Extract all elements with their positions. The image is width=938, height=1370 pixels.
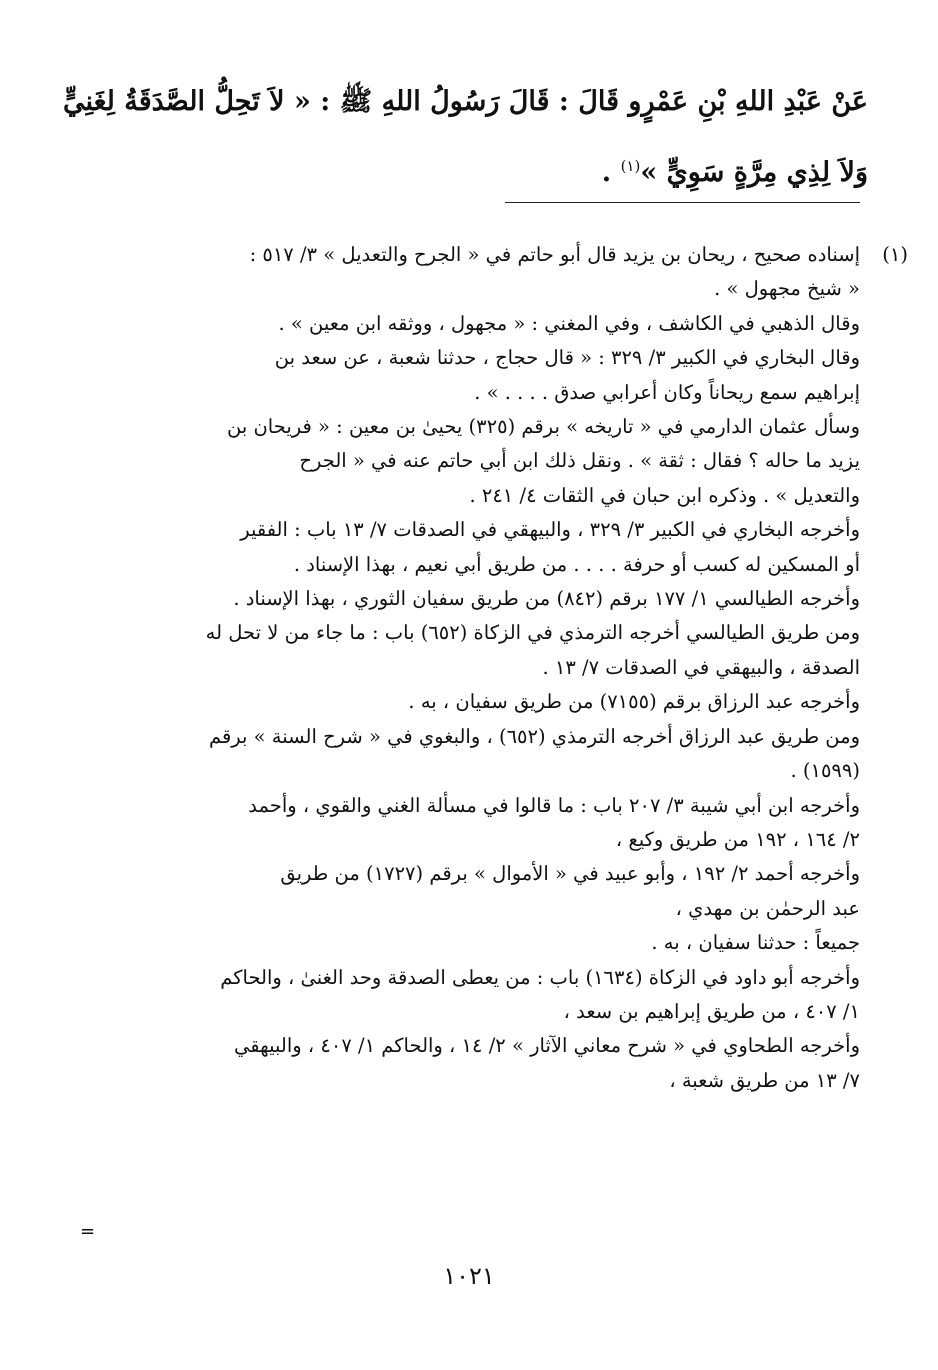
footnote-line: وأخرجه أبو داود في الزكاة (١٦٣٤) باب : من يعطى الصدقة وحد الغنىٰ ، والحاكم	[220, 965, 860, 989]
footnote-line: أو المسكين له كسب أو حرفة . . . . من طريق أبي نعيم ، بهذا الإسناد .	[293, 552, 860, 576]
hadith-line-2	[70, 134, 868, 205]
footnote-line: وأخرجه أحمد ٢/ ١٩٢ ، وأبو عبيد في « الأموال » برقم (١٧٢٧) من طريق	[280, 862, 860, 886]
page-number: ١٠٢١	[443, 1262, 495, 1290]
footnote-line: ٧/ ١٣ من طريق شعبة ،	[669, 1068, 860, 1092]
footnote-line: ١/ ٤٠٧ ، من طريق إبراهيم بن سعد ،	[563, 999, 860, 1023]
hadith-line-2-text: وَلاَ لِذِي مِرَّةٍ سَوِيٍّ »	[640, 157, 868, 188]
footnote-line: وأخرجه البخاري في الكبير ٣/ ٣٢٩ ، والبيهقي في الصدقات ٧/ ١٣ باب : الفقير	[240, 518, 860, 542]
footnote-line: جميعاً : حدثنا سفيان ، به .	[651, 931, 860, 955]
footnote-line: ومن طريق عبد الرزاق أخرجه الترمذي (٦٥٢) ، والبغوي في « شرح السنة » برقم	[208, 724, 860, 748]
footnote-line: وأخرجه عبد الرزاق برقم (٧١٥٥) من طريق سفيان ، به .	[408, 690, 860, 714]
footnote-line: يزيد ما حاله ؟ فقال : ثقة » . ونقل ذلك ابن أبي حاتم عنه في « الجرح	[299, 449, 860, 473]
footnote-line: عبد الرحمٰن بن مهدي ،	[675, 896, 860, 920]
hadith-line-1: عَنْ عَبْدِ اللهِ بْنِ عَمْرٍو قَالَ : قَالَ رَسُولُ اللهِ ﷺ : « لاَ تَحِلُّ الصَّدَقَةُ لِغَنِيٍّ	[62, 86, 868, 117]
hadith-line-2-end: .	[601, 157, 621, 188]
footnote-line: ومن طريق الطيالسي أخرجه الترمذي في الزكاة (٦٥٢) باب : ما جاء من لا تحل له	[205, 621, 860, 645]
footnote-line: وسأل عثمان الدارمي في « تاريخه » برقم (٣٢٥) يحيىٰ بن معين : « فريحان بن	[227, 415, 860, 439]
hadith-text	[62, 70, 868, 205]
footnote-reference: (١)	[620, 157, 641, 175]
footnote-separator	[505, 202, 860, 203]
footnote-line: وقال البخاري في الكبير ٣/ ٣٢٩ : « قال حجاج ، حدثنا شعبة ، عن سعد بن	[274, 346, 860, 370]
footnote-line: والتعديل » . وذكره ابن حبان في الثقات ٤/ ٢٤١ .	[469, 483, 860, 507]
footnote-line	[78, 238, 908, 272]
footnote-line: (١٥٩٩) .	[790, 759, 860, 783]
continuation-mark: =	[80, 1221, 96, 1242]
footnote-line: وأخرجه الطيالسي ١/ ١٧٧ برقم (٨٤٢) من طريق سفيان الثوري ، بهذا الإسناد .	[233, 587, 860, 611]
footnote-line: وأخرجه الطحاوي في « شرح معاني الآثار » ٢/ ١٤ ، والحاكم ١/ ٤٠٧ ، والبيهقي	[234, 1034, 860, 1058]
footnote-line: ٢/ ١٦٤ ، ١٩٢ من طريق وكيع ،	[615, 827, 860, 851]
footnote-line: الصدقة ، والبيهقي في الصدقات ٧/ ١٣ .	[542, 655, 860, 679]
footnote-line: « شيخ مجهول » .	[714, 277, 860, 301]
footnote-line: وقال الذهبي في الكاشف ، وفي المغني : « مجهول ، ووثقه ابن معين » .	[278, 311, 860, 335]
footnote-number: (١)	[882, 243, 908, 266]
footnote-line: إبراهيم سمع ريحاناً وكان أعرابي صدق . . . . » .	[474, 380, 860, 404]
footnote-line-text: إسناده صحيح ، ريحان بن يزيد قال أبو حاتم في « الجرح والتعديل » ٣/ ٥١٧ :	[249, 243, 860, 266]
footnote-line: وأخرجه ابن أبي شيبة ٣/ ٢٠٧ باب : ما قالوا في مسألة الغني والقوي ، وأحمد	[248, 793, 860, 817]
footnote-block	[78, 238, 908, 1098]
